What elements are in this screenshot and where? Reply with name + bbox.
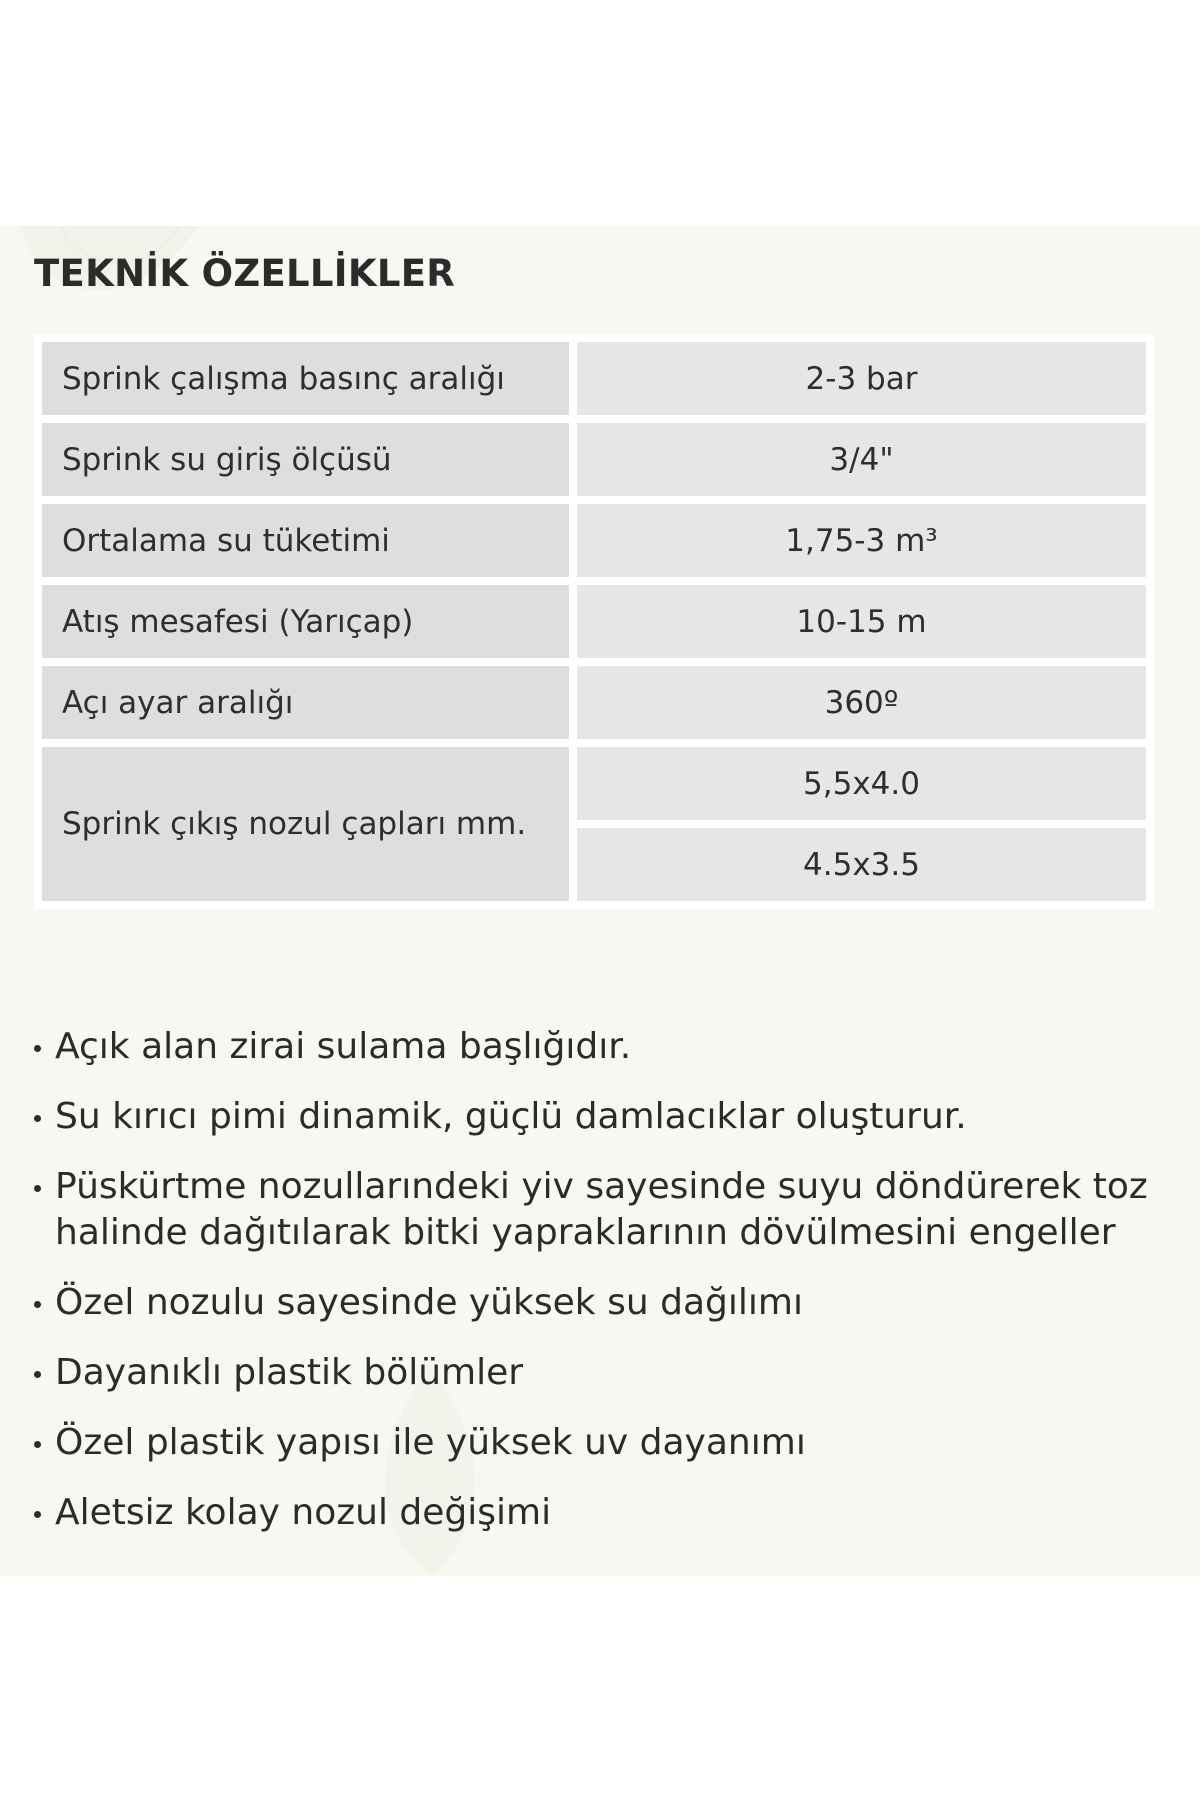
spec-label: Sprink çıkış nozul çapları mm. [42,747,569,901]
list-item: Açık alan zirai sulama başlığıdır. [34,1024,1174,1070]
table-row [42,747,1146,820]
list-item: Dayanıklı plastik bölümler [34,1350,1174,1396]
spec-value: 5,5x4.0 [577,747,1146,820]
spec-value: 10-15 m [577,585,1146,658]
spec-label: Sprink su giriş ölçüsü [42,423,569,496]
table-row [42,504,1146,577]
feature-list [34,1024,1174,1560]
list-item: Aletsiz kolay nozul değişimi [34,1490,1174,1536]
spec-value: 1,75-3 m³ [577,504,1146,577]
spec-label: Atış mesafesi (Yarıçap) [42,585,569,658]
list-item: Püskürtme nozullarındeki yiv sayesinde suyu döndürerek toz halinde dağıtılarak bitki yapraklarının dövülmesini engeller [34,1164,1174,1256]
list-item: Özel nozulu sayesinde yüksek su dağılımı [34,1280,1174,1326]
spec-value: 360º [577,666,1146,739]
spec-value: 2-3 bar [577,342,1146,415]
table-row [42,423,1146,496]
spec-value: 4.5x3.5 [577,828,1146,901]
list-item: Özel plastik yapısı ile yüksek uv dayanımı [34,1420,1174,1466]
spec-value: 3/4" [577,423,1146,496]
table-row [42,342,1146,415]
spec-label: Ortalama su tüketimi [42,504,569,577]
spec-label: Sprink çalışma basınç aralığı [42,342,569,415]
product-specs-panel [0,226,1200,1576]
table-row [42,666,1146,739]
table-row [42,585,1146,658]
spec-table [34,334,1154,909]
page-title: TEKNİK ÖZELLİKLER [34,252,456,295]
list-item: Su kırıcı pimi dinamik, güçlü damlacıklar oluşturur. [34,1094,1174,1140]
spec-label: Açı ayar aralığı [42,666,569,739]
